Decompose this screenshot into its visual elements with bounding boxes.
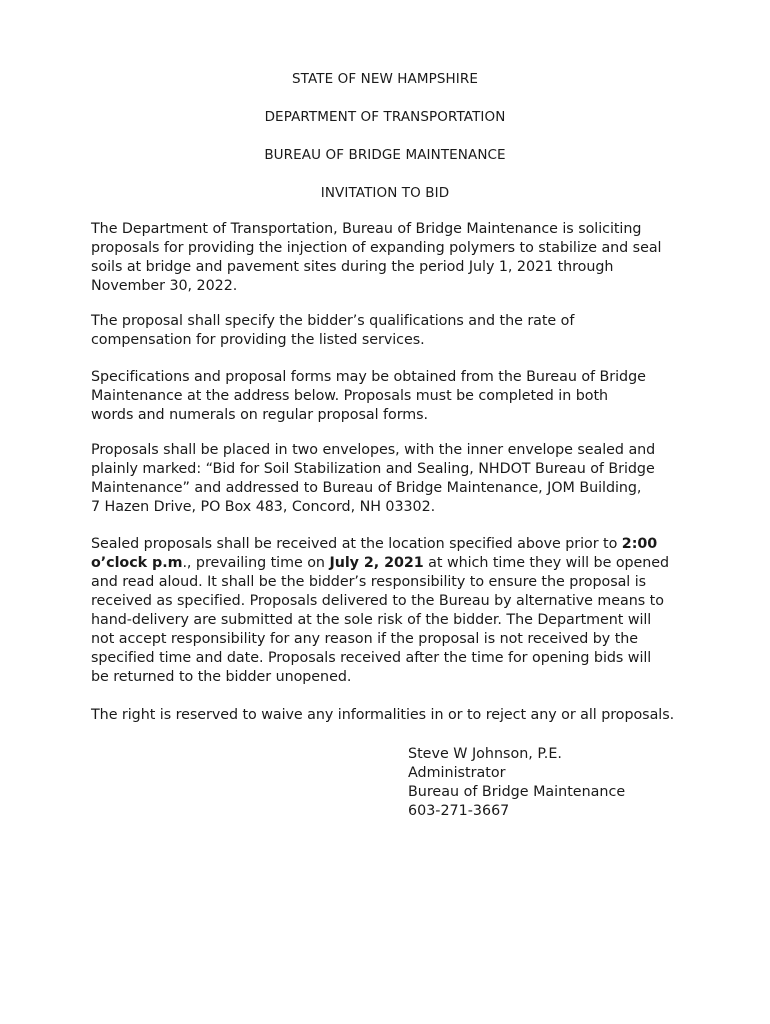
paragraph-line: Proposals shall be placed in two envelopes, with the inner envelope sealed and — [91, 442, 656, 458]
paragraph-deadline — [91, 535, 691, 687]
paragraph-line: proposals for providing the injection of expanding polymers to stabilize and seal — [91, 240, 662, 256]
paragraph-line: received as specified. Proposals delivered to the Bureau by alternative means to — [91, 593, 664, 609]
document-title: INVITATION TO BID — [320, 185, 450, 201]
deadline-text: at which time they will be opened — [423, 555, 670, 571]
paragraph-line: plainly marked: “Bid for Soil Stabilization and Sealing, NHDOT Bureau of Bridge — [91, 461, 655, 477]
paragraph-line: November 30, 2022. — [91, 278, 238, 294]
signatory-office: Bureau of Bridge Maintenance — [408, 784, 626, 800]
signatory-title: Administrator — [408, 765, 506, 781]
deadline-text: ., prevailing time on — [182, 555, 330, 571]
signatory-phone: 603-271-3667 — [408, 803, 510, 819]
paragraph-line: and read aloud. It shall be the bidder’s responsibility to ensure the proposal is — [91, 574, 647, 590]
signatory-name: Steve W Johnson, P.E. — [408, 746, 562, 762]
signature-block — [408, 745, 625, 821]
paragraph-solicitation — [91, 220, 691, 296]
state-heading: STATE OF NEW HAMPSHIRE — [292, 71, 478, 87]
deadline-date: July 2, 2021 — [329, 555, 424, 571]
paragraph-line: specified time and date. Proposals received after the time for opening bids will — [91, 650, 652, 666]
bureau-heading: BUREAU OF BRIDGE MAINTENANCE — [264, 147, 506, 163]
deadline-time-hour: 2:00 — [621, 536, 658, 552]
paragraph-envelopes — [91, 441, 691, 517]
paragraph-line: Maintenance” and addressed to Bureau of Bridge Maintenance, JOM Building, — [91, 480, 642, 496]
paragraph-line: 7 Hazen Drive, PO Box 483, Concord, NH 03302. — [91, 499, 436, 515]
paragraph-line: The right is reserved to waive any informalities in or to reject any or all proposals. — [91, 707, 675, 723]
paragraph-proposal-content — [91, 312, 691, 350]
paragraph-line: hand-delivery are submitted at the sole risk of the bidder. The Department will — [91, 612, 652, 628]
department-heading: DEPARTMENT OF TRANSPORTATION — [264, 109, 506, 125]
paragraph-line: not accept responsibility for any reason if the proposal is not received by the — [91, 631, 639, 647]
paragraph-line: be returned to the bidder unopened. — [91, 669, 352, 685]
paragraph-line: Specifications and proposal forms may be obtained from the Bureau of Bridge — [91, 369, 646, 385]
paragraph-line: soils at bridge and pavement sites during the period July 1, 2021 through — [91, 259, 614, 275]
paragraph-line: compensation for providing the listed services. — [91, 332, 425, 348]
deadline-time-period: o’clock p.m — [91, 555, 183, 571]
paragraph-line: The proposal shall specify the bidder’s qualifications and the rate of — [91, 313, 575, 329]
paragraph-line: Maintenance at the address below. Proposals must be completed in both — [91, 388, 609, 404]
paragraph-line — [91, 535, 691, 554]
paragraph-reservation — [91, 706, 691, 725]
paragraph-line: words and numerals on regular proposal forms. — [91, 407, 429, 423]
paragraph-line — [91, 554, 691, 573]
paragraph-specifications — [91, 368, 691, 425]
paragraph-line: The Department of Transportation, Bureau of Bridge Maintenance is soliciting — [91, 221, 642, 237]
deadline-text: Sealed proposals shall be received at the location specified above prior to — [91, 536, 622, 552]
